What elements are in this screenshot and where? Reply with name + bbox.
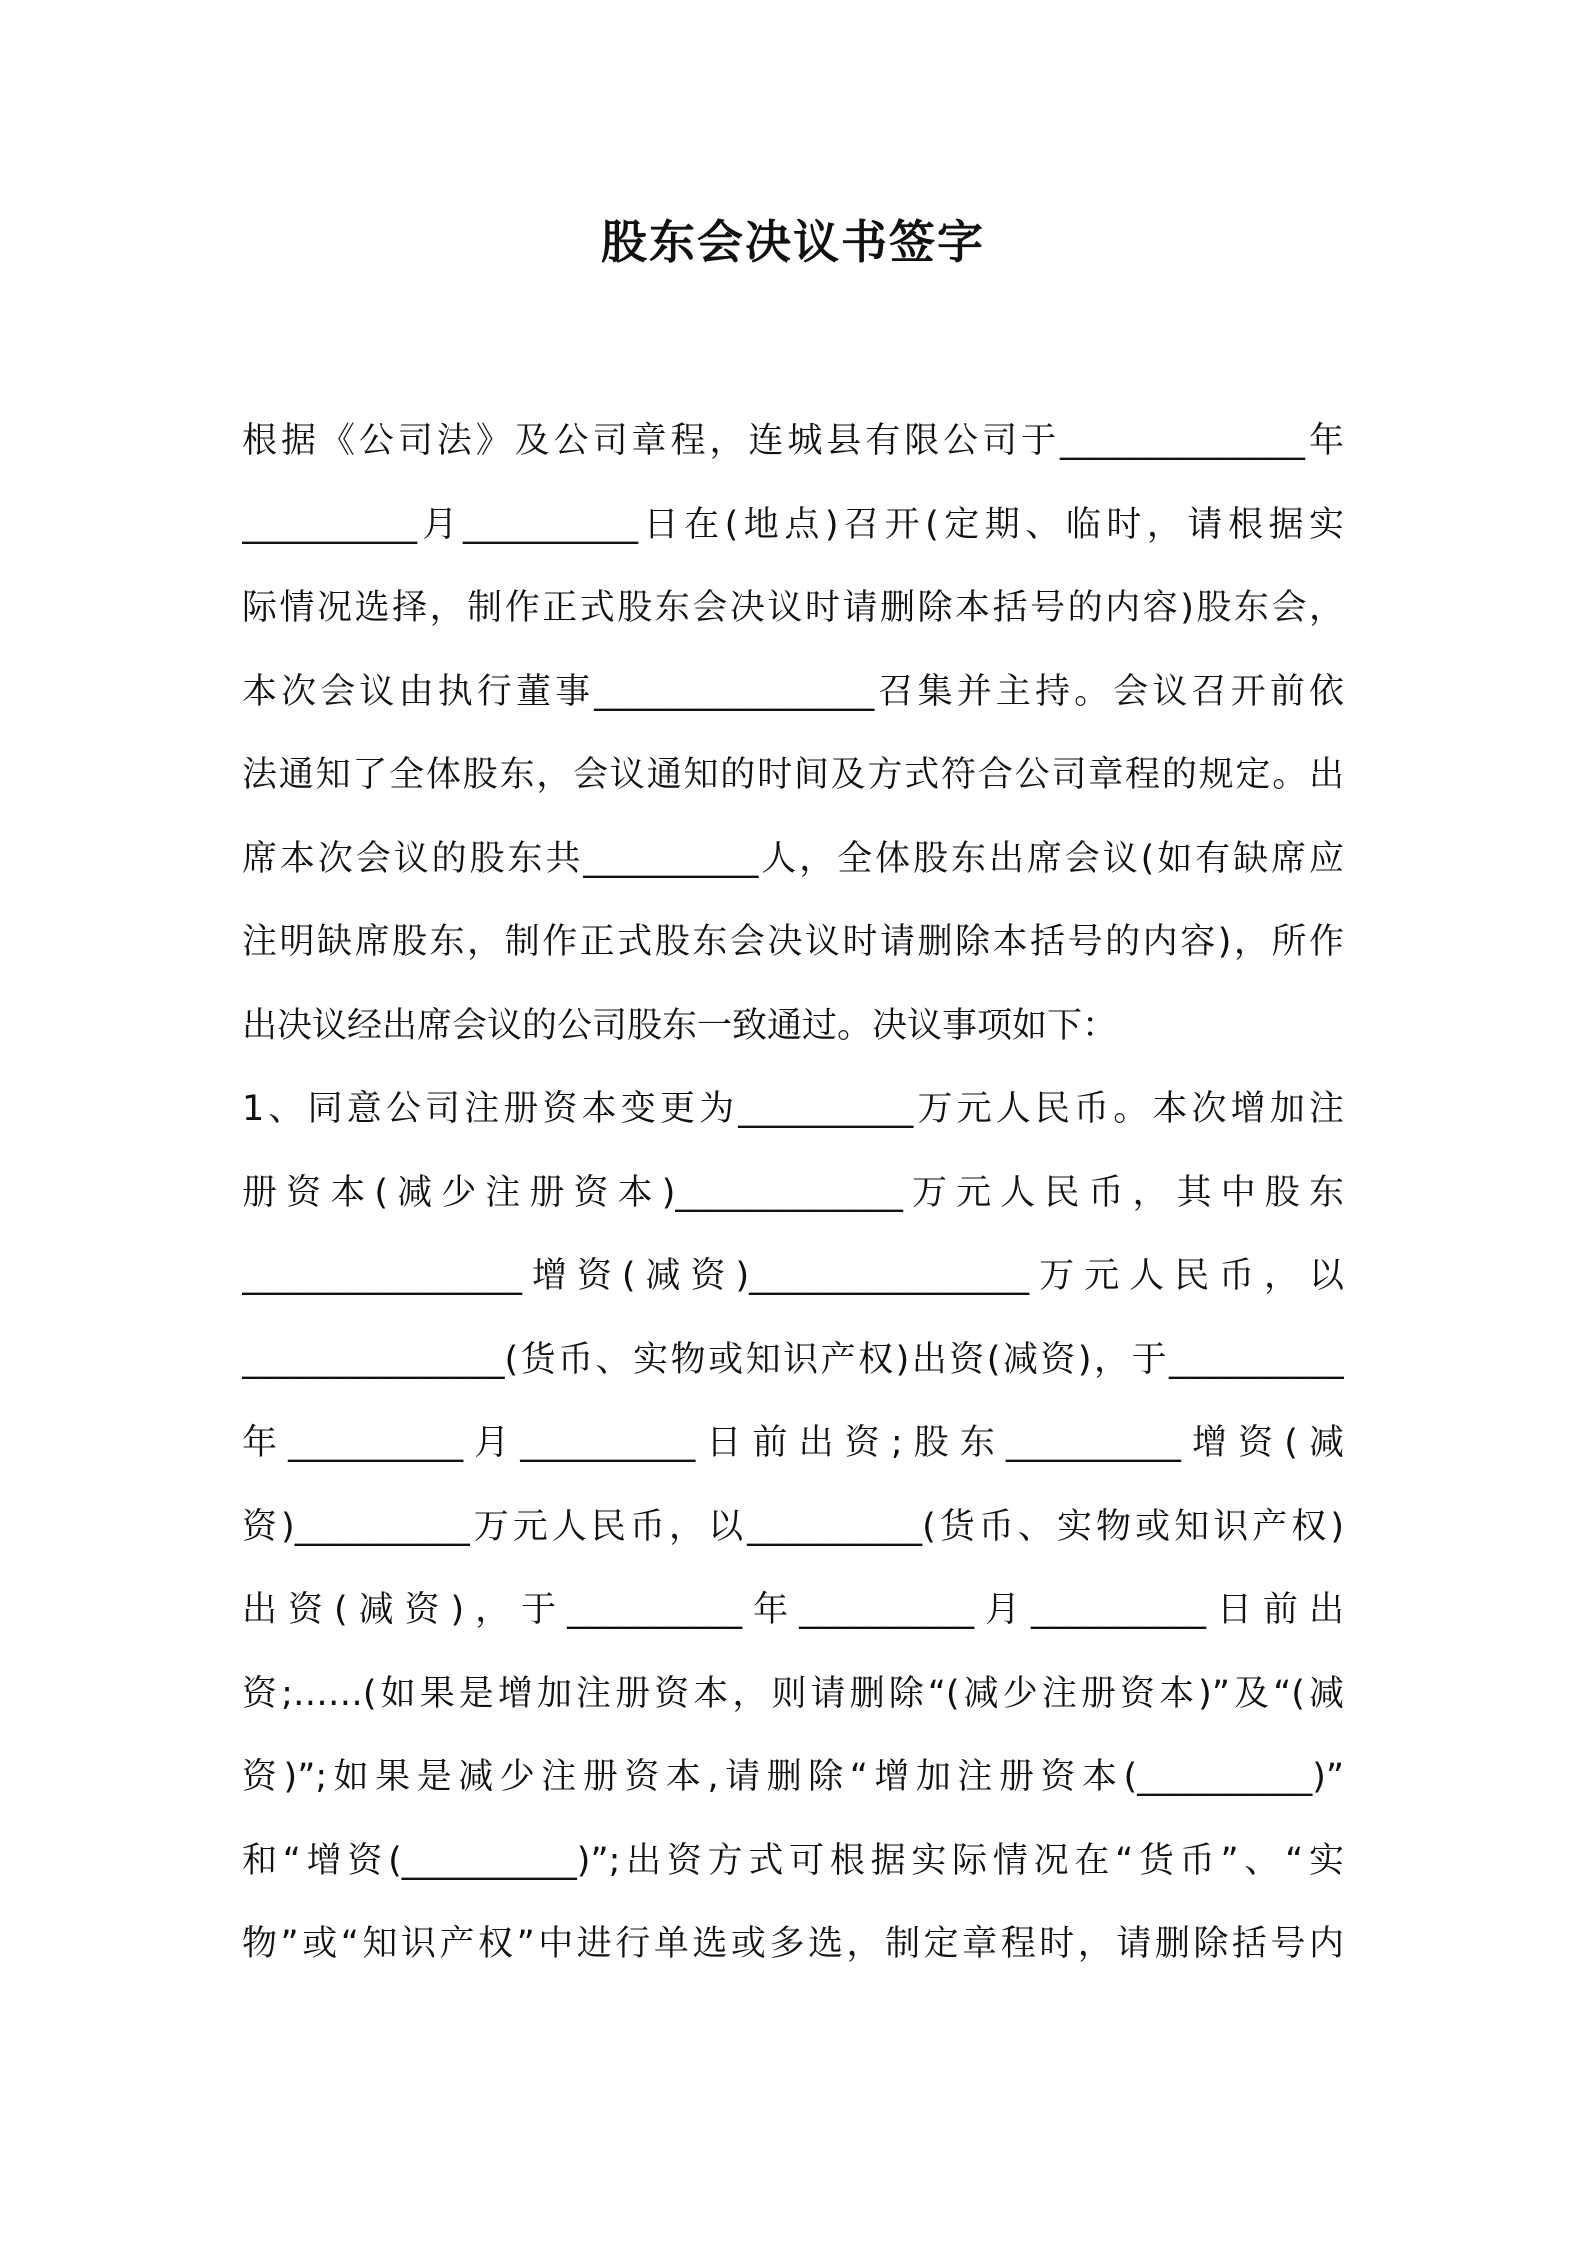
- body-line: 席本次会议的股东共__________人，全体股东出席会议(如有缺席应: [242, 838, 1344, 879]
- document-body: [242, 400, 1344, 1987]
- body-line: 年__________月__________日前出资;股东__________增资(减: [242, 1423, 1344, 1463]
- body-line: 根据《公司法》及公司章程，连城县有限公司于______________年: [242, 421, 1344, 461]
- body-line: __________月__________日在(地点)召开(定期、临时，请根据实: [242, 504, 1344, 545]
- body-line: 法通知了全体股东，会议通知的时间及方式符合公司章程的规定。出: [242, 755, 1344, 795]
- document-title: 股东会决议书签字: [601, 215, 985, 269]
- body-line: 资)”;如果是减少注册资本,请删除“增加注册资本(__________)”: [242, 1757, 1344, 1797]
- body-line: 资;……(如果是增加注册资本，则请删除“(减少注册资本)”及“(减: [242, 1673, 1344, 1714]
- body-line: 际情况选择，制作正式股东会决议时请删除本括号的内容)股东会，: [242, 588, 1344, 628]
- body-line: 物”或“知识产权”中进行单选或多选，制定章程时，请删除括号内: [242, 1924, 1344, 1964]
- body-line: 注明缺席股东，制作正式股东会决议时请删除本括号的内容)，所作: [242, 922, 1344, 962]
- body-line: 和“增资(__________)”;出资方式可根据实际情况在“货币”、“实: [242, 1840, 1344, 1881]
- body-line: _______________(货币、实物或知识产权)出资(减资)，于__________: [242, 1339, 1344, 1380]
- body-line: 本次会议由执行董事________________召集并主持。会议召开前依: [242, 671, 1344, 712]
- body-line: ________________增资(减资)________________万元人民币，以: [242, 1256, 1344, 1296]
- body-line: 册资本(减少注册资本)_____________万元人民币，其中股东: [242, 1172, 1344, 1213]
- body-line: 出资(减资)，于__________年__________月__________日前出: [242, 1590, 1344, 1630]
- body-line: 出决议经出席会议的公司股东一致通过。决议事项如下：: [242, 1005, 1118, 1046]
- body-line: 1、同意公司注册资本变更为__________万元人民币。本次增加注: [242, 1089, 1344, 1129]
- body-line: 资)__________万元人民币，以__________(货币、实物或知识产权): [242, 1506, 1344, 1547]
